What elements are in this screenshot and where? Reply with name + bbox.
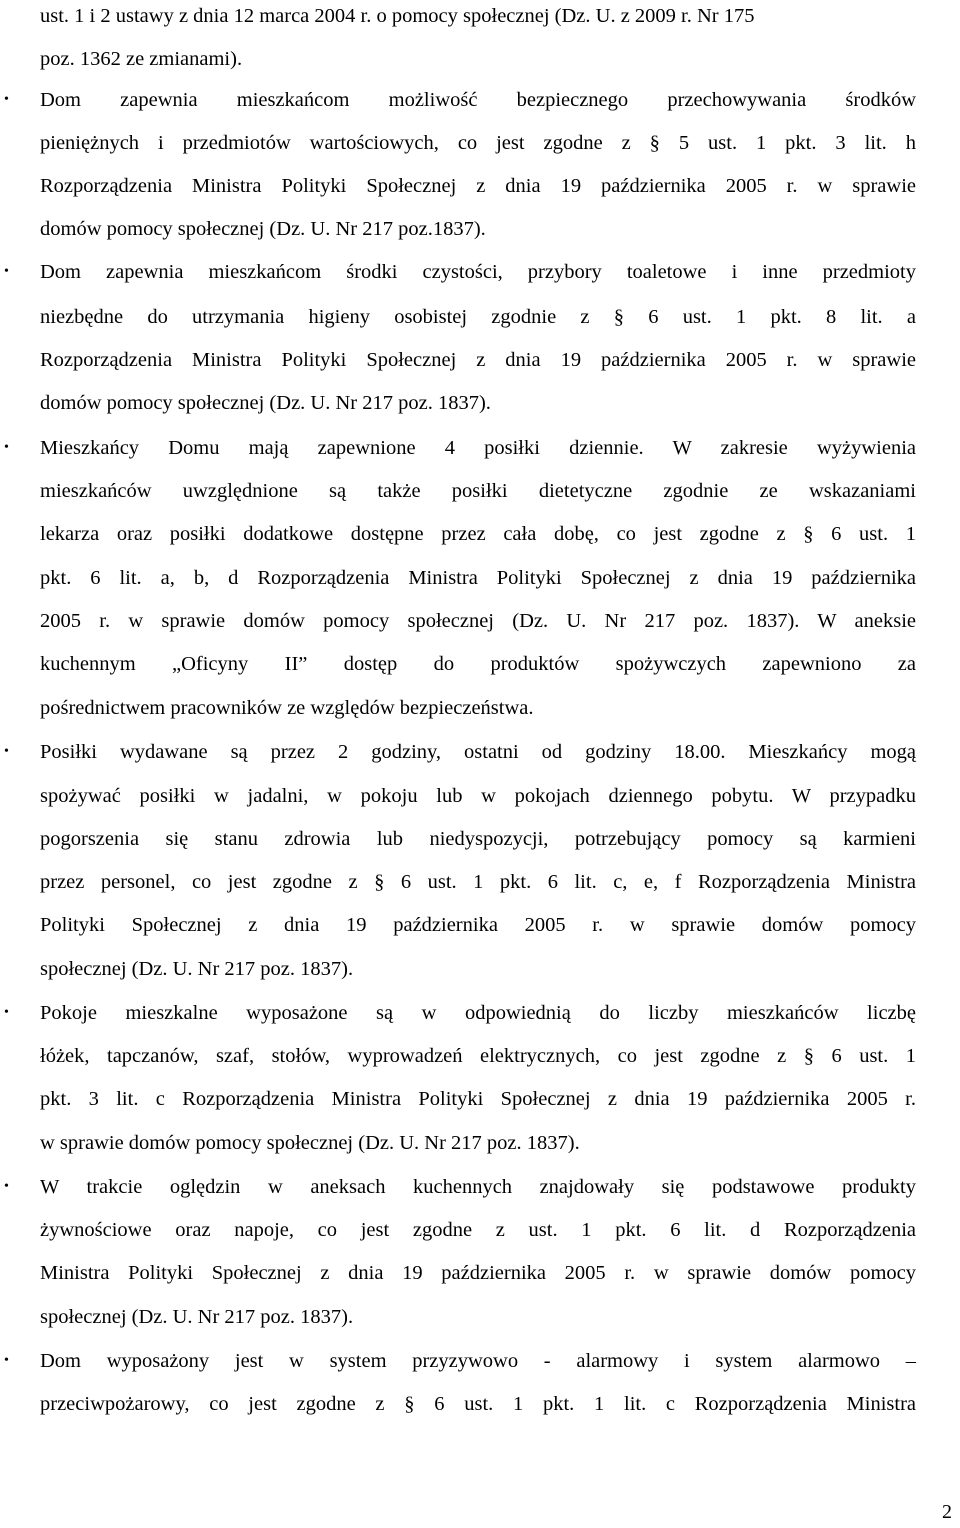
text-line: W trakcie oględzin w aneksach kuchennych znajdowały się podstawowe produkty — [40, 1176, 916, 1198]
text-line: kuchennym „Oficyny II” dostęp do produktów spożywczych zapewniono za — [40, 653, 916, 675]
text-line: poz. 1362 ze zmianami). — [40, 48, 243, 70]
bullet-icon: • — [4, 1005, 9, 1020]
text-line: ust. 1 i 2 ustawy z dnia 12 marca 2004 r. o pomocy społecznej (Dz. U. z 2009 r. Nr 175 — [40, 5, 755, 27]
text-line: domów pomocy społecznej (Dz. U. Nr 217 poz. 1837). — [40, 392, 491, 414]
bullet-icon: • — [4, 264, 9, 279]
text-line: społecznej (Dz. U. Nr 217 poz. 1837). — [40, 1306, 354, 1328]
text-line: przez personel, co jest zgodne z § 6 ust. 1 pkt. 6 lit. c, e, f Rozporządzenia Ministra — [40, 871, 916, 893]
text-line: Mieszkańcy Domu mają zapewnione 4 posiłki dziennie. W zakresie wyżywienia — [40, 437, 916, 459]
text-line: łóżek, tapczanów, szaf, stołów, wyprowadzeń elektrycznych, co jest zgodne z § 6 ust. 1 — [40, 1045, 916, 1067]
text-line: Dom wyposażony jest w system przyzywowo - alarmowy i system alarmowo – — [40, 1350, 916, 1372]
text-line: spożywać posiłki w jadalni, w pokoju lub w pokojach dziennego pobytu. W przypadku — [40, 785, 916, 807]
text-line: domów pomocy społecznej (Dz. U. Nr 217 poz.1837). — [40, 218, 486, 240]
text-line: żywnościowe oraz napoje, co jest zgodne z ust. 1 pkt. 6 lit. d Rozporządzenia — [40, 1219, 916, 1241]
bullet-icon: • — [4, 92, 9, 107]
text-line: mieszkańców uwzględnione są także posiłki dietetyczne zgodnie ze wskazaniami — [40, 480, 916, 502]
text-line: niezbędne do utrzymania higieny osobistej zgodnie z § 6 ust. 1 pkt. 8 lit. a — [40, 306, 916, 328]
text-line: Polityki Społecznej z dnia 19 października 2005 r. w sprawie domów pomocy — [40, 914, 916, 936]
text-line: Dom zapewnia mieszkańcom środki czystości, przybory toaletowe i inne przedmioty — [40, 261, 916, 283]
text-line: pkt. 6 lit. a, b, d Rozporządzenia Ministra Polityki Społecznej z dnia 19 października — [40, 567, 916, 589]
bullet-icon: • — [4, 1179, 9, 1194]
text-line: pieniężnych i przedmiotów wartościowych, co jest zgodne z § 5 ust. 1 pkt. 3 lit. h — [40, 132, 916, 154]
text-line: Dom zapewnia mieszkańcom możliwość bezpiecznego przechowywania środków — [40, 89, 916, 111]
text-line: lekarza oraz posiłki dodatkowe dostępne przez cała dobę, co jest zgodne z § 6 ust. 1 — [40, 523, 916, 545]
text-line: pośrednictwem pracowników ze względów bezpieczeństwa. — [40, 697, 534, 719]
text-line: pogorszenia się stanu zdrowia lub niedyspozycji, potrzebujący pomocy są karmieni — [40, 828, 916, 850]
text-line: w sprawie domów pomocy społecznej (Dz. U. Nr 217 poz. 1837). — [40, 1132, 580, 1154]
text-line: społecznej (Dz. U. Nr 217 poz. 1837). — [40, 958, 354, 980]
page-number: 2 — [942, 1501, 952, 1523]
text-line: 2005 r. w sprawie domów pomocy społecznej (Dz. U. Nr 217 poz. 1837). W aneksie — [40, 610, 916, 632]
bullet-icon: • — [4, 440, 9, 455]
text-line: pkt. 3 lit. c Rozporządzenia Ministra Polityki Społecznej z dnia 19 października 2005 r. — [40, 1088, 916, 1110]
text-line: Pokoje mieszkalne wyposażone są w odpowiednią do liczby mieszkańców liczbę — [40, 1002, 916, 1024]
text-line: Rozporządzenia Ministra Polityki Społecznej z dnia 19 października 2005 r. w sprawie — [40, 175, 916, 197]
text-line: Ministra Polityki Społecznej z dnia 19 października 2005 r. w sprawie domów pomocy — [40, 1262, 916, 1284]
bullet-icon: • — [4, 1353, 9, 1368]
text-line: Posiłki wydawane są przez 2 godziny, ostatni od godziny 18.00. Mieszkańcy mogą — [40, 741, 916, 763]
text-line: przeciwpożarowy, co jest zgodne z § 6 ust. 1 pkt. 1 lit. c Rozporządzenia Ministra — [40, 1393, 916, 1415]
bullet-icon: • — [4, 744, 9, 759]
text-line: Rozporządzenia Ministra Polityki Społecznej z dnia 19 października 2005 r. w sprawie — [40, 349, 916, 371]
